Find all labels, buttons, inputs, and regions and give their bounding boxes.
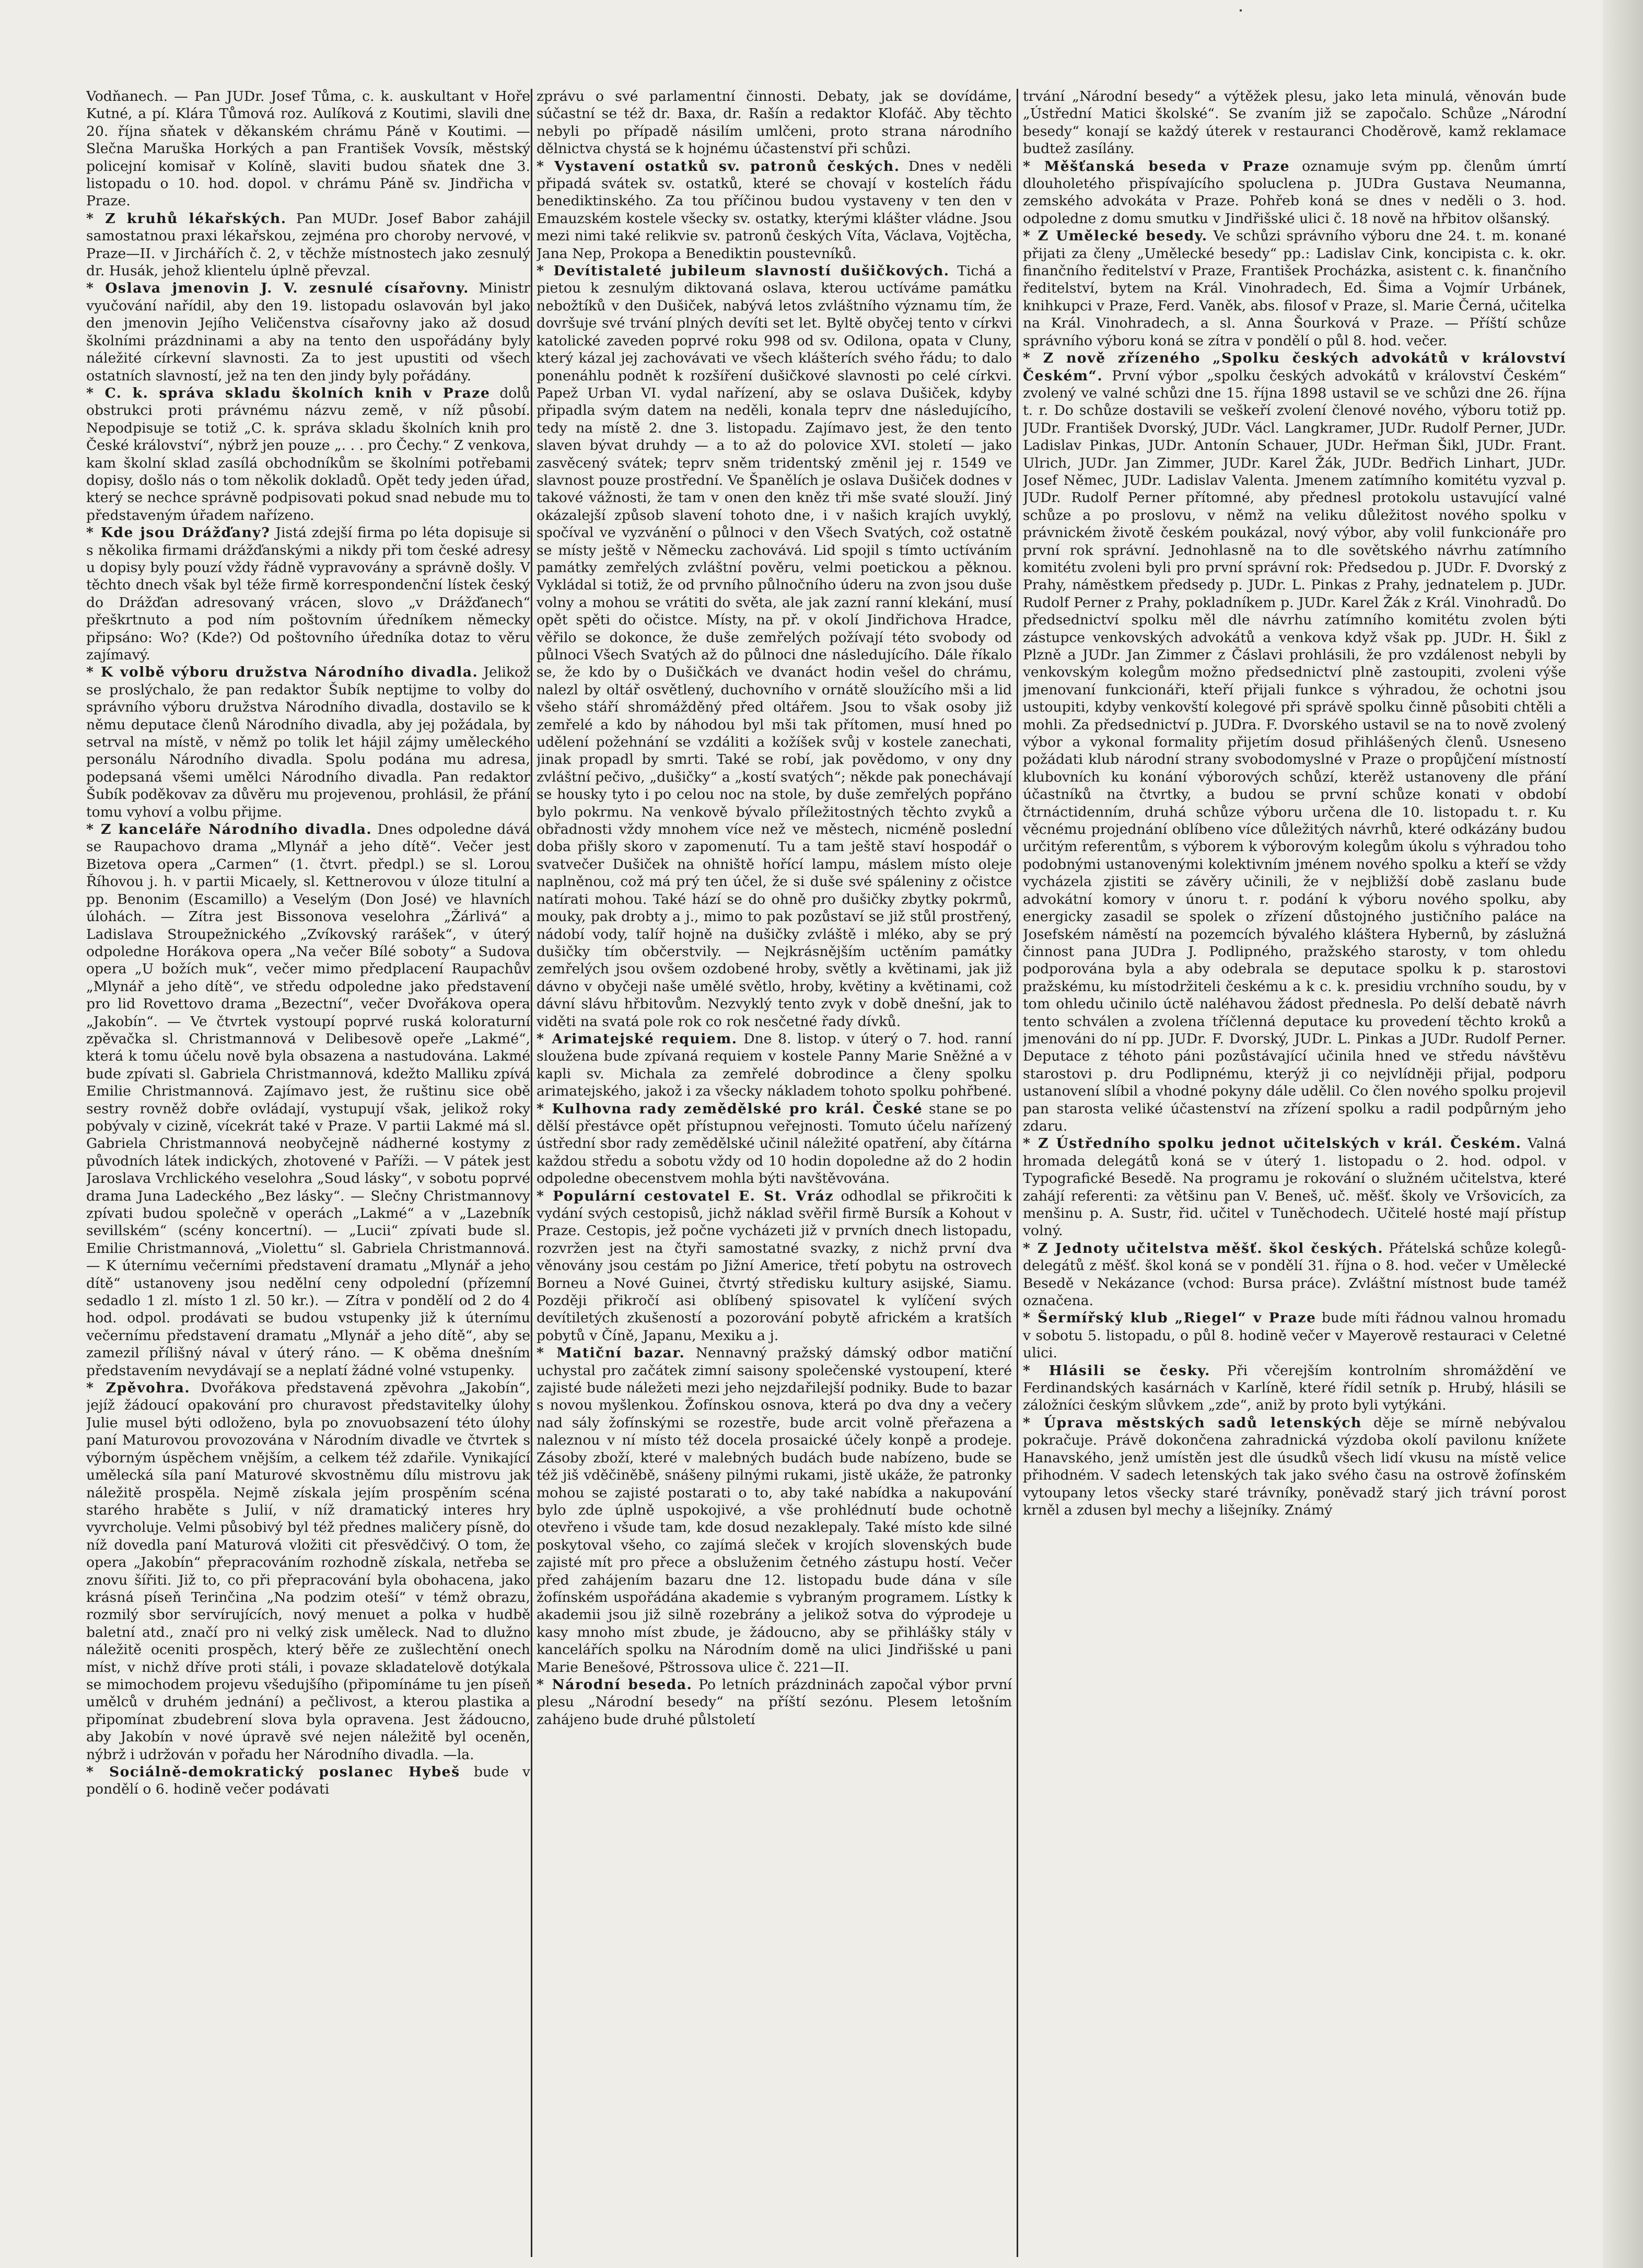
article-heading: * Vystavení ostatků sv. patronů českých. — [537, 158, 900, 175]
article-paragraph — [537, 1676, 1012, 1728]
article-body: Valná hromada delegátů koná se v úterý 1. listopadu o 2. hod. odpol. v Typografické Besedě. Na programu je rokování o služném učitelstva, které zahájí referenti: za většinu pan V. Beneš, uč. měšť. školy ve Vršovicích, za menšinu p. A. Sustr, řid. učitel v Tuněchodech. Učitelé hosté mají přístup volný. — [1023, 1135, 1566, 1239]
article-heading: * Oslava jmenovin J. V. zesnulé císařovny. — [86, 280, 469, 297]
column-2 — [537, 88, 1012, 2261]
page-gutter-shadow — [1603, 0, 1643, 2268]
article-paragraph — [86, 210, 530, 280]
article-body: Dnes v neděli připadá svátek sv. ostatků, které se chovají v kostelích řádu benediktinského. Za tou příčinou budou vystaveny v ten den v Emauzském kostele všecky sv. ostatky, kterými klášter vládne. Jsou mezi nimi také relikvie sv. patronů českých Víta, Václava, Vojtěcha, Jana Nep, Prokopa a Benediktin poustevníků. — [537, 158, 1012, 262]
article-heading: * Úprava městských sadů letenských — [1023, 1414, 1362, 1431]
article-body: Při včerejším kontrolním shromáždění ve Ferdinandských kasárnách v Karlíně, které řídil setník p. Hrubý, hlásili se záložníci českým slůvkem „zde“, aniž by proto byli vytýkáni. — [1023, 1362, 1566, 1414]
article-body: Vodňanech. — Pan JUDr. Josef Tůma, c. k. auskultant v Hoře Kutné, a pí. Klára Tůmová roz. Aulíková z Koutimi, slavili dne 20. října sňatek v děkanském chrámu Páně v Koutimi. — Slečna Maruška Horkých a pan František Vovsík, městský policejní komisař v Kolíně, slaviti budou sňatek dne 3. listopadu o 10. hod. dopol. v chrámu Páně sv. Jindřicha v Praze. — [86, 88, 530, 210]
print-speck — [1240, 9, 1242, 11]
article-paragraph — [1023, 1309, 1566, 1362]
article-body: Ve schůzi správního výboru dne 24. t. m. konané přijati za členy „Umělecké besedy“ pp.: Ladislav Cink, koncipista c. k. okr. finančního ředitelství v Praze, František Procházka, asistent c. k. finančního ředitelství, bytem na Král. Vinohradech, Ed. Šima a Vojmír Urbánek, knihkupci v Praze, Ferd. Vaněk, abs. filosof v Praze, sl. Marie Černá, učitelka na Král. Vinohradech, a sl. Anna Šourková v Praze. — Příští schůze správního výboru koná se zítra v pondělí o půl 8. hod. večer. — [1023, 228, 1566, 349]
article-heading: * Kde jsou Drážďany? — [86, 525, 271, 541]
article-body: bude v pondělí o 6. hodině večer podávati — [86, 1764, 530, 1798]
article-heading: * Populární cestovatel E. St. Vráz — [537, 1188, 834, 1204]
article-paragraph — [1023, 1414, 1566, 1519]
article-paragraph — [86, 1379, 530, 1763]
column-rule-1 — [531, 89, 532, 2257]
article-body: Tichá a pietou k zesnulým diktovaná oslava, kterou uctíváme památku nebožtíků v den Dušiček, nabývá letos zvláštního významu tím, že dovršuje své trvání plných devíti set let. Byltě obyčej tento v církvi katolické zaveden poprvé roku 998 od sv. Odilona, opata v Cluny, který kázal jej zachovávati ve všech klášterích svého řádu; to dalo ponenáhlu podnět k rozšíření dušičkové slavnosti po celé církvi. Papež Urban VI. vydal nařízení, aby se oslava Dušiček, kdyby připadla svým datem na neděli, konala teprv dne následujícího, tedy na místě 2. dne 3. listopadu. Zajímavo jest, že den tento slaven bývat druhdy — a to až do polovice XVI. století — jako zasvěcený svátek; teprv sněm tridentský změnil jej r. 1549 ve slavnost pouze prostřední. Ve Španělích je oslava Dušiček dodnes v takové vážnosti, že tam v onen den kněz tři mše svaté slouží. Jiný okázalejší způsob slavení tohoto dne, i v našich krajích uvyklý, spočíval ve vyzvánění o půlnoci v den Všech Svatých, což ostatně se místy ještě v Německu zachovává. Lid spojil s tímto uctíváním památky zemřelých zvláštní pověru, velmi poetickou a pěknou. Vykládal si totiž, že od prvního půlnočního úderu na zvon jsou duše volny a mohou se vrátiti do světa, ale jak zazní ranní klekání, musí opět spěti do očistce. Místy, na př. v okolí Jindřichova Hradce, věřilo se dokonce, že duše zemřelých požívají této svobody od půlnoci Všech Svatých až do půlnoci dne následujícího. Dále říkalo se, že kdo by o Dušičkách ve dvanáct hodin vešel do chrámu, nalezl by oltář osvětlený, duchovního v ornátě sloužícího mši a lid všeho stáří shromážděný před oltářem. Jsou to však osoby již zemřelé a kdo by náhodou byl mši tak přítomen, musí hned po udělení požehnání se vzdáliti a kožíšek svůj v kostele zanechati, jinak propadl by smrti. Také se robí, jak povědomo, v ony dny zvláštní pečivo, „dušičky“ a „kostí svatých“; někde pak ponechávají se housky tyto i po celou noc na stole, by duše zemřelých popřáno bylo pokrmu. Na venkově bývalo příležitostných těchto zvyků a obřadnosti vždy mnohem více než ve městech, nicméně poslední doba přišly skoro v zapomenutí. Tu a tam ještě staví hospodář o svatvečer Dušiček na ohniště hořící lampu, máslem místo oleje naplněnou, což má prý ten účel, že si duše své spáleniny z očistce natírati mohou. Také hází se do ohně pro dušičky zbytky pokrmů, mouky, pak drobty a j., mimo to pak pozůstaví se již stůl prostřený, nádobí vody, talíř hojně na dušičky zvláště i mléko, aby se prý dušičky tím občerstvily. — Nejkrásnějším uctěním památky zemřelých jsou ovšem ozdobené hroby, světly a květinami, jak již dávno v obyčeji naše umělé světlo, hroby, květiny a květinami, což dávní slávu hřbitovům. Nezvyklý tento zvyk v době dnešní, jak to viděti na svatá pole rok co rok nesčetné řady dívků. — [537, 263, 1012, 1030]
article-body: stane se po dělší přestávce opět přístupnou veřejnosti. Tomuto účelu nařízený ústřední sbor rady zemědělské učinil náležité opatření, aby čítárna každou středu a sobotu vždy od 10 hodin dopoledne až do 2 hodin odpoledne obecenstvem mohla býti navštěvována. — [537, 1100, 1012, 1187]
article-body: děje se mírně nebývalou pokračuje. Právě dokončena zahradnická výzdoba okolí pavilonu knížete Hanavského, jenž umístěn jest dle úsudků všech lidí vkusu na místě velice přihodném. V sadech letenských tak jako svého času na ostrově žofínském vytoupany letos všecky staré trávníky, poněvadž starý jich trávní porost krněl a zdusen byl mechy a lišejníky. Známý — [1023, 1414, 1566, 1518]
article-paragraph — [86, 1763, 530, 1798]
article-heading: * Kulhovna rady zemědělské pro král. České — [537, 1100, 923, 1117]
article-paragraph — [537, 88, 1012, 158]
article-paragraph — [86, 664, 530, 821]
article-heading: * Národní beseda. — [537, 1676, 693, 1693]
article-paragraph — [86, 821, 530, 1379]
article-paragraph — [537, 262, 1012, 1030]
column-3 — [1023, 88, 1566, 2261]
article-body: Dne 8. listop. v úterý o 7. hod. ranní sloužena bude zpívaná requiem v kostele Panny Marie Sněžné a v kapli sv. Michala za zemřelé dobrodince a členy spolku arimatejského, jakož i za všecky nákladem tohoto spolku pohřbené. — [537, 1030, 1012, 1100]
article-heading: * Šermířský klub „Riegel“ v Praze — [1023, 1310, 1316, 1327]
article-paragraph — [86, 88, 530, 210]
article-heading: * Z nově zřízeného „Spolku českých advokátů v království Českém“. — [1023, 350, 1566, 384]
article-heading: * Z Jednoty učitelstva měšť. škol českých. — [1023, 1240, 1384, 1257]
article-paragraph — [537, 158, 1012, 262]
article-body: Nennavný pražský dámský odbor matiční uchystal pro začátek zimní saisony společenské vystoupení, které zajisté bude náležeti mezi jeho nejzdařilejší podniky. Bude to bazar s novou myšlenkou. Žofínskou osnova, která po dva dny a večery nad sály žofínskými se rozestře, bude arcit volně přeřazena a naleznou v ní místo též docela prosaické účely konpě a prodeje. Zásoby zboží, které v malebných budách bude nabízeno, bude se též jiš vděčiněbě, snášeny pilnými rukami, jistě ukáže, že patronky mohou se zajisté postarati o to, aby také nabídka a nakupování bylo zde úplně uspokojivé, a vše prohlédnutí bude ochotně otevřeno i všude tam, kde dosud nezaklepaly. Také místo kde silné poskytoval všeho, co zajímá sleček v krojích slovenských bude zajisté mít pro přece a obsluženim četného zástupu hostí. Večer před zahájením bazaru dne 12. listopadu bude dána v síle žofínském uspořádána akademie s vybraným programem. Lístky k akademii jsou již silně rozebrány a jelikož sotva do výprodeje u kasy mnoho míst zbude, je žádoucno, aby se přihlášky stály v kancelářích spolku na Národním domě na ulici Jindřišské u pani Marie Benešové, Pštrossova ulice č. 221—II. — [537, 1345, 1012, 1676]
article-paragraph — [1023, 227, 1566, 350]
article-body: Jelikož se proslýchalo, že pan redaktor Šubík neptijme to volby do správního výboru družstva Národního divadla, dostavilo se k němu deputace členů Národního divadla, aby jej požádala, by setrval na místě, v němž po tolik let hájil zájmy uměleckého personálu Národního divadla. Spolu podána mu adresa, podepsaná všemi umělci Národního divadla. Pan redaktor Šubík poděkovav za důvěru mu projevenou, prohlásil, že přání tomu vyhoví a volbu přijme. — [86, 664, 530, 820]
article-body: zprávu o své parlamentní činnosti. Debaty, jak se dovídáme, súčastní se též dr. Baxa, dr. Rašín a redaktor Klofáč. Aby těchto nebyli po případě násilím umlčeni, proto strana národního dělnictva chystá se k hojnému účastenství při schůzi. — [537, 88, 1012, 157]
article-heading: * Z kruhů lékařských. — [86, 210, 287, 227]
article-paragraph — [1023, 1135, 1566, 1239]
article-heading: * Hlásili se česky. — [1023, 1362, 1210, 1379]
article-paragraph — [86, 385, 530, 524]
article-body: Dnes odpoledne dává se Raupachovo drama „Mlynář a jeho dítě“. Večer jest Bizetova opera „Carmen“ (1. čtvrt. předpl.) se sl. Lorou Říhovou j. h. v partii Micaely, sl. Kettnerovou v úloze titulní a pp. Benonim (Escamillo) a Veselým (Don José) ve hlavních úlohách. — Zítra jest Bissonova veselohra „Žárlivá“ a Ladislava Stroupežnického „Zvíkovský rarášek“, v úterý odpoledne Horákova opera „Na večer Bílé soboty“ a Sudova opera „U božích muk“, večer mimo předplacení Raupachův „Mlynář a jeho dítě“, ve středu odpoledne jako představení pro lid Rovettovo drama „Bezectní“, večer Dvořákova opera „Jakobín“. — Ve čtvrtek vystoupí poprvé ruská koloraturní zpěvačka sl. Christmannová v Delibesově opeře „Lakmé“, která k tomu účelu nově byla obsazena a nastudována. Lakmé bude zpívati sl. Gabriela Christmannová, kdežto Malliku zpívá Emilie Christmannová. Zajímavo jest, že ruštinu sice obě sestry rovněž dobře ovládají, vystupují však, jelikož roky pobývaly v cizině, vícekrát také v Praze. V partii Lakmé má sl. Gabriela Christmannová neobyčejně nádherné kostymy z původních látek indických, zhotovené v Paříži. — V pátek jest Jaroslava Vrchlického veselohra „Soud lásky“, v sobotu poprvé drama Juna Ladeckého „Bez lásky“. — Slečny Christmannovy zpívati budou společně v operách „Lakmé“ a v „Lazebník sevillském“ (scény koncertní). — „Lucii“ zpívati bude sl. Emilie Christmannová, „Violettu“ sl. Gabriela Christmannová. — K úternímu večerními představení dramatu „Mlynář a jeho dítě“ ustanoveny jsou nedělní ceny odpolední (přízemní sedadlo 1 zl. místo 1 zl. 50 kr.). — Zítra v pondělí od 2 do 4 hod. odpol. prodávati se budou vstupenky již k úternímu večernímu představení dramatu „Mlynář a jeho dítě“, aby se zamezil přílišný nával v úterý ráno. — K oběma dnešním představením nevydávají se a neplatí žádné volné vstupenky. — [86, 821, 530, 1379]
article-heading: * Matiční bazar. — [537, 1345, 685, 1362]
article-body: Ministr vyučování nařídil, aby den 19. listopadu oslavován byl jako den jmenovin Jejího Veličenstva císařovny jako až dosud školními prázdninami a aby na tento den uspořádány byly náležité církevní slavnosti. Za to jest upustiti od všech ostatních slavností, jež na ten den jindy byly pořádány. — [86, 280, 530, 384]
article-heading: * Sociálně-demokratický poslanec Hybeš — [86, 1764, 460, 1780]
article-paragraph — [1023, 1362, 1566, 1414]
article-paragraph — [86, 280, 530, 384]
article-paragraph — [537, 1100, 1012, 1188]
article-body: dolů obstrukci proti právnému názvu země, v níž působí. Nepodpisuje se totiž „C. k. správa skladu školních knih pro České království“, nýbrž jen pouze „. . . pro Čechy.“ Z venkova, kam školní sklad zasílá obchodníkům se školními potřebami dopisy, došlo nás o tom několik dokladů. Opět tedy jeden úřad, který se nechce správně podpisovati pokud snad nebude mu to představeným úřadem nařízeno. — [86, 385, 530, 524]
article-paragraph — [1023, 158, 1566, 228]
article-body: Dvořákova představená zpěvohra „Jakobín“, jejíž žádoucí opakování pro churavost představitelky úlohy Julie musel býti odloženo, byla po znovuobsazení této úlohy paní Maturovou provozována v Národním divadle ve čtvrtek s výborným úspěchem vnějším, a celkem též zdařile. Vynikající umělecká síla paní Maturové skvostněmu dílu mistrovu jak náležitě prospěla. Nejmě získala jejím prospěním scéna starého hraběte s Julií, v níž dramatický interes hry vyvrcholuje. Velmi působivý byl též přednes maličery písně, do níž dovedla paní Maturová vložiti cit přesvědčivý. O tom, že opera „Jakobín“ přepracováním rozhodně získala, netřeba se znovu šířiti. Již to, co při přepracování byla obohacena, jako krásná píseň Terinčina „Na podzim oteší“ v témž obrazu, rozmilý sbor servírujících, nový menuet a polka v hudbě baletní atd., značí pro ni velký zisk uměleck. Nad to dlužno náležitě oceniti prospěch, který běře ze zušlechtění onech míst, v nichž dříve proti stáli, i povaze skladatelově dotýkala se mimochodem projevu všedujšího (připomínáme tu jen píseň umělců v druhém jednání) a pečlivost, a kterou plastika a připomínat zbudebrení slova byla opravena. Jest žádoucno, aby Jakobín v nové úpravě své nejen náležitě byl oceněn, nýbrž i udržován v pořadu her Národního divadla. —la. — [86, 1380, 530, 1763]
article-heading: * Arimatejské requiem. — [537, 1030, 738, 1047]
article-paragraph — [1023, 88, 1566, 158]
article-paragraph — [1023, 350, 1566, 1135]
article-body: Po letních prázdninách započal výbor první plesu „Národní besedy“ na příští sezónu. Plesem letošním zahájeno bude druhé půlstoletí — [537, 1676, 1012, 1728]
article-paragraph — [537, 1030, 1012, 1100]
article-body: Pan MUDr. Josef Babor zahájil samostatnou praxi lékařskou, zejména pro choroby nervové, v Praze—II. v Jirchářích č. 2, v těchže místnostech jako zesnulý dr. Husák, jehož klientelu úplně převzal. — [86, 210, 530, 280]
article-heading: * Z Ústředního spolku jednot učitelských v král. Českém. — [1023, 1135, 1522, 1152]
article-heading: * Měšťanská beseda v Praze — [1023, 158, 1290, 175]
article-heading: * C. k. správa skladu školních knih v Praze — [86, 385, 491, 401]
column-1 — [86, 88, 530, 2261]
column-rule-2 — [1017, 89, 1018, 2257]
article-heading: * Z kanceláře Národního divadla. — [86, 821, 372, 838]
article-paragraph — [537, 1344, 1012, 1676]
article-body: oznamuje svým pp. členům úmrtí dlouholetého přispívajícího spoluclena p. JUDra Gustava Neumanna, zemského advokáta v Praze. Pohřeb koná se dnes v neděli o 3. hod. odpoledne z domu smutku v Jindřišské ulici č. 18 nově na hřbitov olšanský. — [1023, 158, 1566, 227]
article-heading: * K volbě výboru družstva Národního divadla. — [86, 664, 479, 681]
article-body: Jistá zdejší firma po léta dopisuje si s několika firmami drážďanskými a nikdy při tom české adresy u dopisy byly pouzí vždy řádně vypravovány a správně došly. V těchto dnech však byl téže firmě korrespondenční lístek český do Drážďan adresovaný vrácen, slovo „v Drážďanech“ přeškrtnuto a pod ním poštovním úředníkem německy připsáno: Wo? (Kde?) Od poštovního úředníka dotaz to věru zajímavý. — [86, 525, 530, 663]
article-body: bude míti řádnou valnou hromadu v sobotu 5. listopadu, o půl 8. hodině večer v Mayerově restauraci v Celetné ulici. — [1023, 1310, 1566, 1362]
article-heading: * Zpěvohra. — [86, 1380, 191, 1397]
article-paragraph — [1023, 1240, 1566, 1310]
article-body: První výbor „spolku českých advokátů v království Českém“ zvolený ve valné schůzi dne 15. října 1898 ustavil se ve schůzi dne 26. října t. r. Do schůze dostavili se veškeří zvolení členové nového, výboru totiž pp. JUDr. František Dvorský, JUDr. Václ. Langkramer, JUDr. Rudolf Perner, JUDr. Ladislav Pinkas, JUDr. Antonín Schauer, JUDr. Heřman Šikl, JUDr. Frant. Ulrich, JUDr. Jan Zimmer, JUDr. Karel Žák, JUDr. Bedřich Linhart, JUDr. Josef Němec, JUDr. Ladislav Valenta. Jmenem zatímního komitétu vyzval p. JUDr. Rudolf Perner přítomné, aby přednesl protokolu ustavující valné schůze a po proslovu, v němž na veliku důležitost nového spolku v právnickém životě českém poukázal, nový výbor, aby volil funkcionáře pro první rok správní. Jednohlasně na to dle sovětského návrhu zatímního komitétu zvoleni byli pro první správní rok: Předsedou p. JUDr. F. Dvorský z Prahy, náměstkem předsedy p. JUDr. L. Pinkas z Prahy, jednatelem p. JUDr. Rudolf Perner z Prahy, pokladníkem p. JUDr. Karel Žák z Král. Vinohradů. Do předsednictví spolku měl dle návrhu zatímního komitétu zvolen býti zástupce venkovských advokátů a venkova když však pp. JUDr. H. Šikl z Plzně a JUDr. Jan Zimmer z Čáslavi prohlásili, že pro vzdálenost nebyli by venkovským kolegům možno předsednictví plně zastoupiti, zvoleni výše jmenovaní funkcionáři, kteří přijali funkce s výhradou, že ochotni jsou ustoupiti, kdyby venkovští kolegové při správě spolku činně působiti chtěli a mohli. Za předsednictví p. JUDra. F. Dvorského ustavil se na to nově zvolený výbor a vykonal formality přijetím dosud přihlášených členů. Usneseno požádati klub národní strany svobodomyslné v Praze o propůjčení místností klubovních ku konání výborových schůzí, kterěž ustanoveny dle přání účastníků na čtvrtky, a budou se první schůze konati v období čtrnáctidenním, druhá schůze výboru určena dle 10. listopadu t. r. Ku věcnému projednání oblíbeno více důležitých návrhů, které odkázány budou určitým referentům, s výborem k výborovým kolegům úkolu s výhradou toho podobnými ustanovenými kolektivním jménem nového spolku a kteří se vždy vycházela zjistiti se závěry učinili, že v nejbližší době zaslanu bude advokátní komory v únoru t. r. podání k výboru nového spolku, aby energicky zasadil se spolek o zřízení důstojného justičního paláce na Josefském náměstí na pozemcích bývalého kláštera Hybernů, by záslužná činnost pana JUDra J. Podlipného, pražského starosty, v tom ohledu podporována byla a aby odebrala se deputace spolku k p. starostovi pražskému, ku místodržiteli českému a k c. k. presidiu vrchního soudu, by v tom ohledu učinilo úctě naléhavou žádost přednesla. Po delší debatě návrh tento schválen a zvolena tříčlenná deputace ku provedení těchto kroků a jmenováni do ní pp. JUDr. F. Dvorský, JUDr. L. Pinkas a JUDr. Rudolf Perner. Deputace z téhoto páni pozůstávající učinila hned ve středu návštěvu starostovi p. dru Podlipnému, kterýž ji co nejvlídněji přijal, podporu ustanovení slíbil a vhodné pokyny dále udělil. Co člen nového spolku projevil pan starosta veliké účastenství na zřízení spolku a radil podpůrným jeho zdaru. — [1023, 367, 1566, 1134]
article-paragraph — [537, 1188, 1012, 1345]
article-heading: * Z Umělecké besedy. — [1023, 228, 1208, 245]
article-body: odhodlal se přikročiti k vydání svých cestopisů, jichž náklad svěřil firmě Bursík a Kohout v Praze. Cestopis, jež počne vycházeti již v prvních dnech listopadu, rozvržen jest na čtyři samostatné svazky, z nichž první dva věnovány jsou cestám po Jižní Americe, třetí pobytu na ostrovech Borneu a Nové Guinei, čtvrtý středisku kultury asijské, Siamu. Později přikročí asi oblíbený spisovatel k vylíčení svých devítiletých zkušeností a pozorování pobytě africkém a kratších pobytů v Číně, Japanu, Mexiku a j. — [537, 1188, 1012, 1344]
article-paragraph — [86, 524, 530, 664]
article-heading: * Devítistaleté jubileum slavností dušičkových. — [537, 263, 950, 280]
article-body: Přátelská schůze kolegů-delegátů z měšť. škol koná se v pondělí 31. října o 8. hod. večer v Umělecké Besedě v Nekázance (vchod: Bursa práce). Zvláštní místnost bude taméž označena. — [1023, 1240, 1566, 1309]
article-body: trvání „Národní besedy“ a výtěžek plesu, jako leta minulá, věnován bude „Ústřední Matici školské“. Se zvaním již se započalo. Schůze „Národní besedy“ konají se každý úterek v restauranci Choděrově, kamž reklamace budtež zasílány. — [1023, 88, 1566, 157]
